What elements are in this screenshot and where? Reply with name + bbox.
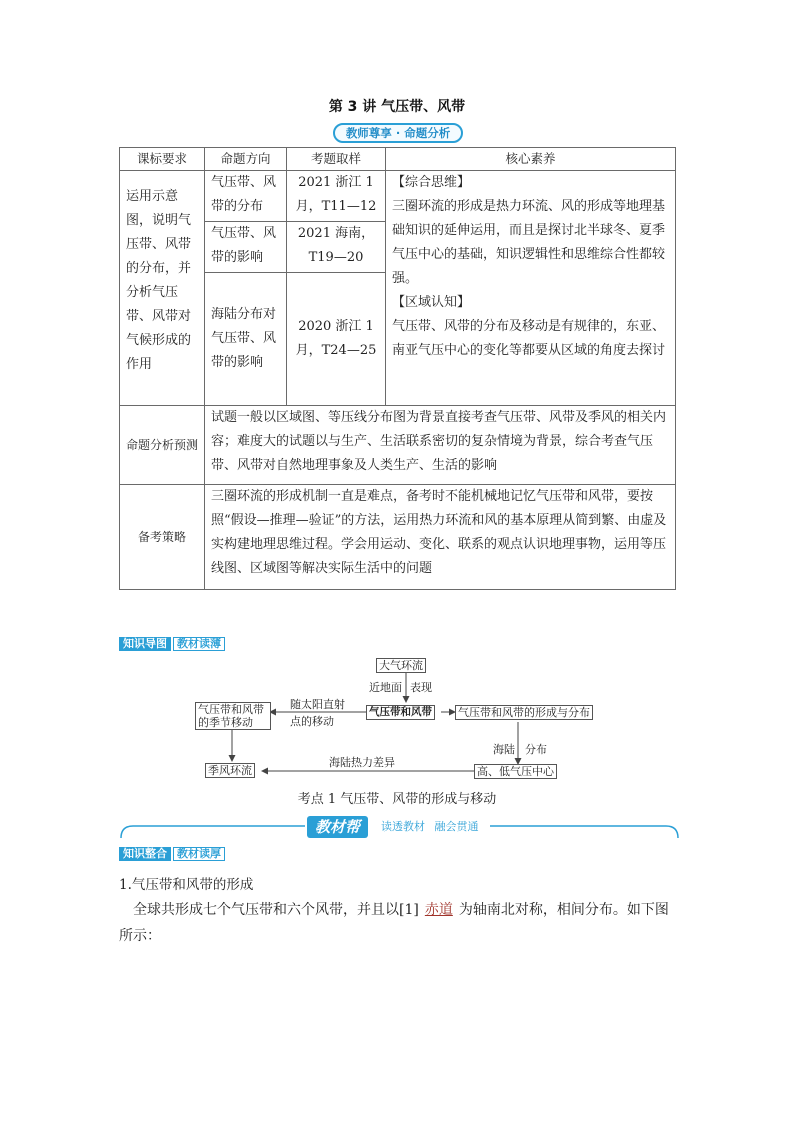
label-surface: 近地面 [369, 681, 402, 694]
section-label: 知识整合 [119, 847, 171, 861]
literacy-text-1: 三圈环流的形成是热力环流、风的形成等地理基础知识的延伸运用，而且是探讨北半球冬、夏季气压中心的基础，知识逻辑性和思维综合性都较强。 [392, 199, 666, 286]
para-text-post: 为轴南北对称，相间分布。如下图所示： [119, 902, 669, 944]
node-seasonal-movement: 气压带和风带的季节移动 [195, 702, 271, 730]
header-standard: 课标要求 [120, 148, 205, 171]
strategy-label: 备考策略 [120, 485, 205, 590]
textbook-banner [119, 816, 679, 840]
section-knowledge-integration [119, 847, 225, 861]
strategy-text: 三圈环流的形成机制一直是难点，备考时不能机械地记忆气压带和风带，要按照“假设—推理—验证”的方法，运用热力环流和风的基本原理从简到繁、由虚及实构建地理思维过程。学会用运动、变化、联系的观点认识地理事物，运用等压线图、区域图等解决实际生活中的问题 [205, 485, 676, 590]
page-title: 第 3 讲 气压带、风带 [328, 99, 466, 115]
section-label: 知识导图 [119, 637, 171, 651]
banner-title: 教材帮 [307, 816, 368, 838]
header-literacy: 核心素养 [386, 148, 676, 171]
label-sun-2: 点的移动 [290, 715, 334, 728]
banner-tag-1: 读透教材 [381, 820, 425, 833]
label-sea-land: 海陆 [493, 743, 515, 756]
label-thermal-difference: 海陆热力差异 [329, 756, 395, 769]
banner-tag-2: 融会贯通 [434, 820, 479, 833]
para-text-pre: 全球共形成七个气压带和六个风带，并且以[1] [133, 902, 419, 918]
literacy-heading-1: 【综合思维】 [392, 175, 471, 190]
label-show: 表现 [410, 681, 432, 694]
body-paragraph [119, 897, 675, 949]
standard-cell: 运用示意图，说明气压带、风带的分布，并分析气压带、风带对气候形成的作用 [120, 171, 205, 406]
node-monsoon-circulation: 季风环流 [205, 763, 255, 778]
sample-cell: 2020 浙江 1 月，T24—25 [287, 273, 386, 406]
banner-tags [381, 819, 479, 835]
subheading: 1.气压带和风带的形成 [119, 877, 254, 893]
section-sublabel: 教材读厚 [173, 847, 225, 861]
section-sublabel: 教材读薄 [173, 637, 225, 651]
header-sample: 考题取样 [287, 148, 386, 171]
sample-cell: 2021 海南，T19—20 [287, 222, 386, 273]
prediction-text: 试题一般以区域图、等压线分布图为背景直接考查气压带、风带及季风的相关内容；难度大的试题以与生产、生活联系密切的复杂情境为背景，综合考查气压带、风带对自然地理事象及人类生产、生活的影响 [205, 406, 676, 485]
direction-cell: 气压带、风带的分布 [205, 171, 287, 222]
node-pressure-centers: 高、低气压中心 [474, 764, 557, 779]
direction-cell: 海陆分布对气压带、风带的影响 [205, 273, 287, 406]
node-pressure-wind-belts: 气压带和风带 [366, 705, 435, 720]
literacy-heading-2: 【区域认知】 [392, 295, 471, 310]
node-formation-distribution: 气压带和风带的形成与分布 [455, 705, 593, 720]
header-direction: 命题方向 [205, 148, 287, 171]
section-caption: 考点 1 气压带、风带的形成与移动 [297, 792, 497, 807]
teacher-badge: 教师尊享 · 命题分析 [333, 123, 463, 143]
direction-cell: 气压带、风带的影响 [205, 222, 287, 273]
literacy-text-2: 气压带、风带的分布及移动是有规律的，东亚、南亚气压中心的变化等都要从区域的角度去探讨 [392, 319, 666, 358]
label-sun-1: 随太阳直射 [290, 698, 345, 711]
node-atmospheric-circulation: 大气环流 [376, 658, 426, 673]
prediction-label: 命题分析预测 [120, 406, 205, 485]
label-distribution: 分布 [525, 743, 547, 756]
answer-blank: 赤道 [424, 902, 453, 918]
sample-cell: 2021 浙江 1 月，T11—12 [287, 171, 386, 222]
